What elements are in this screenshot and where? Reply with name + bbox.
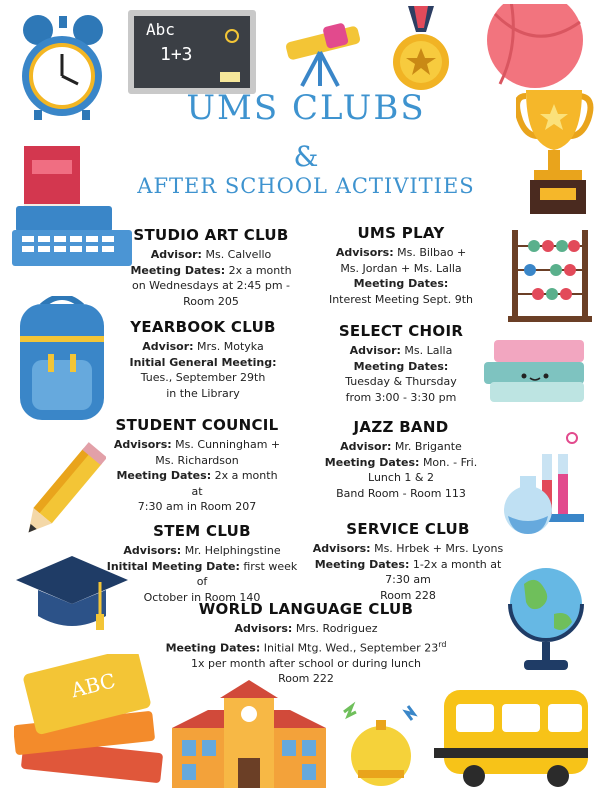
- abacus-icon: [508, 230, 592, 324]
- dates-value: Mon. - Fri.: [422, 455, 478, 469]
- advisor-value: Ms. Calvello: [205, 248, 272, 261]
- club-studio-art: [122, 226, 300, 309]
- dates-value: on Wednesdays at 2:45 pm -: [131, 279, 291, 292]
- club-name: JAZZ BAND: [353, 418, 449, 436]
- page-subtitle: AFTER SCHOOL ACTIVITIES: [137, 174, 475, 198]
- dates-label: Meeting Dates:: [130, 263, 226, 277]
- advisor-value: Ms. Hrbek + Mrs. Lyons: [374, 542, 504, 555]
- advisor-value: Ms. Bilbao +: [397, 246, 467, 259]
- club-jazz-band: [316, 418, 486, 501]
- pencil-icon: [14, 440, 106, 550]
- bell-icon: [338, 700, 424, 788]
- dates-label: Initital Meeting Date:: [106, 559, 240, 573]
- advisor-value: Mrs. Rodriguez: [295, 622, 378, 635]
- dates-label: Meeting Dates:: [353, 359, 449, 373]
- school-bus-icon: [434, 684, 588, 788]
- advisor-value: Ms. Richardson: [155, 453, 239, 467]
- club-select-choir: [316, 322, 486, 405]
- advisor-value: Ms. Lalla: [404, 344, 453, 357]
- chalkboard-text-1: Abc: [146, 20, 175, 39]
- books-stack-icon: [484, 340, 584, 404]
- dates-value: 7:30 am in Room 207: [137, 500, 257, 513]
- dates-label: Meeting Dates:: [324, 455, 420, 469]
- dates-value: in the Library: [166, 386, 240, 400]
- telescope-icon: [278, 12, 368, 88]
- dates-label: Meeting Dates:: [116, 469, 212, 482]
- dates-value: first week of: [196, 559, 298, 588]
- globe-icon: [504, 564, 588, 676]
- advisor-value: Ms. Cunningham +: [175, 438, 281, 451]
- medal-icon: [388, 6, 454, 94]
- club-yearbook: [118, 318, 288, 401]
- club-name: YEARBOOK CLUB: [130, 318, 276, 336]
- abc-books-icon: [14, 654, 164, 786]
- date-suffix: rd: [438, 639, 447, 649]
- advisor-label: Advisors:: [123, 544, 182, 557]
- dates-label: Meeting Dates:: [353, 277, 449, 290]
- dates-value: Lunch 1 & 2: [368, 471, 434, 484]
- dates-value: Interest Meeting Sept. 9th: [328, 292, 474, 306]
- club-world-language: [156, 600, 456, 687]
- club-student-council: [112, 416, 282, 515]
- club-ums-play: [316, 224, 486, 307]
- advisor-label: Advisor:: [349, 344, 401, 357]
- club-name: SERVICE CLUB: [346, 520, 470, 538]
- club-name: SELECT CHOIR: [338, 322, 464, 340]
- club-name: WORLD LANGUAGE CLUB: [198, 600, 414, 618]
- advisor-value: Mr. Brigante: [394, 440, 462, 453]
- club-name: STUDENT COUNCIL: [115, 416, 279, 434]
- advisor-value: Mr. Helphingstine: [184, 544, 281, 557]
- chalkboard-text-2: 1+3: [160, 44, 193, 65]
- advisor-value: Mrs. Motyka: [197, 340, 264, 353]
- advisor-label: Advisor:: [150, 248, 202, 261]
- ball-icon: [480, 4, 586, 88]
- club-stem: [104, 522, 300, 605]
- dates-value: Room 222: [278, 672, 334, 686]
- dates-label: Meeting Dates:: [314, 557, 410, 571]
- dates-value: Tuesday & Thursday: [345, 375, 457, 388]
- dates-value: Room 205: [183, 294, 239, 308]
- advisor-label: Advisors:: [113, 438, 172, 451]
- club-name: STEM CLUB: [153, 522, 251, 540]
- dates-label: Meeting Dates:: [165, 641, 261, 655]
- club-name: UMS PLAY: [357, 224, 445, 242]
- advisor-label: Advisors:: [312, 542, 371, 555]
- page-title: UMS CLUBS: [186, 88, 426, 128]
- dates-value: 1-2x a month at 7:30 am: [385, 557, 502, 586]
- club-service: [302, 520, 514, 603]
- advisor-label: Advisors:: [234, 622, 293, 635]
- advisor-label: Advisor:: [142, 340, 194, 353]
- dates-value: October in Room 140: [143, 590, 261, 604]
- dates-value: Room 228: [380, 588, 436, 602]
- backpack-icon: [14, 296, 110, 424]
- dates-value: from 3:00 - 3:30 pm: [345, 390, 457, 404]
- advisor-value: Ms. Jordan + Ms. Lalla: [340, 261, 462, 275]
- school-building-icon: [172, 680, 326, 788]
- club-name: STUDIO ART CLUB: [133, 226, 289, 244]
- dates-label: Initial General Meeting:: [129, 355, 277, 369]
- dates-value: 2x a month at: [191, 469, 278, 498]
- dates-value: 1x per month after school or during lunch: [190, 656, 421, 670]
- advisor-label: Advisors:: [335, 246, 394, 259]
- dates-value: Band Room - Room 113: [336, 486, 466, 500]
- dates-value: Initial Mtg. Wed., September 23: [263, 641, 439, 655]
- dates-value: Tues., September 29th: [140, 371, 266, 384]
- dates-value: 2x a month: [228, 263, 292, 277]
- title-ampersand: &: [293, 140, 319, 173]
- svg-text:ABC: ABC: [68, 668, 118, 703]
- advisor-label: Advisor:: [340, 440, 392, 453]
